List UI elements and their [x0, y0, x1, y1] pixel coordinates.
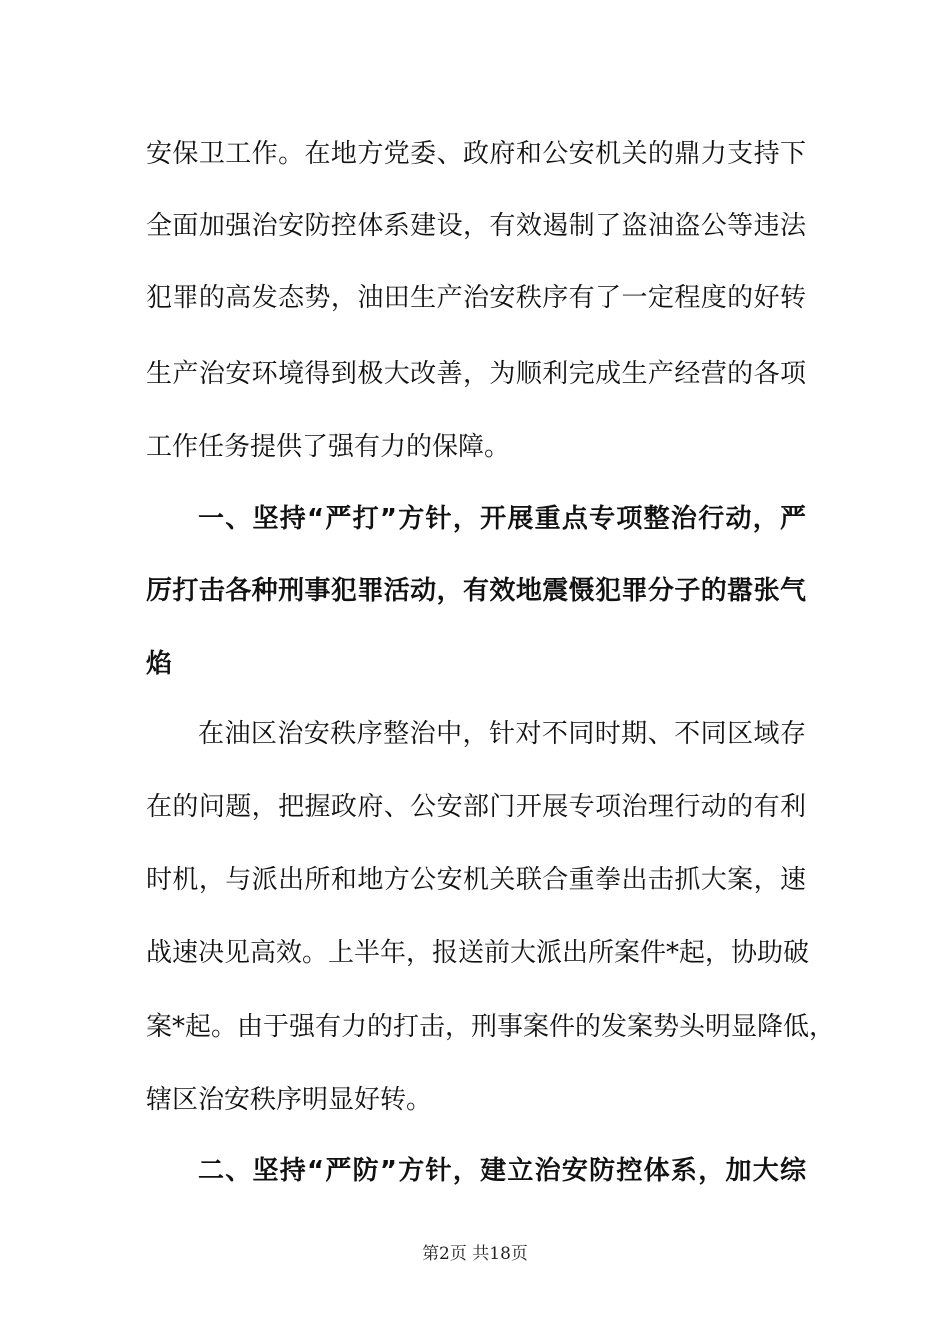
paragraph-line: 案*起。由于强有力的打击，刑事案件的发案势头明显降低，: [146, 1012, 836, 1042]
paragraph-line: 生产治安环境得到极大改善，为顺利完成生产经营的各项: [146, 359, 806, 389]
paragraph-line: 时机，与派出所和地方公安机关联合重拳出击抓大案，速: [146, 865, 806, 895]
paragraph-line: 战速决见高效。上半年，报送前大派出所案件*起，协助破: [146, 938, 810, 968]
paragraph-line: 在的问题，把握政府、公安部门开展专项治理行动的有利: [146, 792, 806, 822]
paragraph-line: 工作任务提供了强有力的保障。: [146, 432, 511, 462]
paragraph-line: 辖区治安秩序明显好转。: [146, 1085, 433, 1115]
paragraph-line: 安保卫工作。在地方党委、政府和公安机关的鼎力支持下: [146, 139, 806, 169]
paragraph-line: 全面加强治安防控体系建设，有效遏制了盗油盗公等违法: [146, 211, 806, 241]
paragraph-line: 犯罪的高发态势，油田生产治安秩序有了一定程度的好转: [146, 283, 806, 313]
section-heading-line: 二、坚持“严防”方针，建立治安防控体系，加大综: [198, 1156, 806, 1186]
section-heading-line: 厉打击各种刑事犯罪活动，有效地震慑犯罪分子的嚣张气: [146, 576, 806, 606]
section-heading-line: 焰: [146, 649, 173, 679]
section-heading-line: 一、坚持“严打”方针，开展重点专项整治行动，严: [198, 504, 806, 534]
page-number-footer: 第2页 共18页: [422, 1244, 528, 1264]
paragraph-line: 在油区治安秩序整治中，针对不同时期、不同区域存: [198, 719, 806, 749]
